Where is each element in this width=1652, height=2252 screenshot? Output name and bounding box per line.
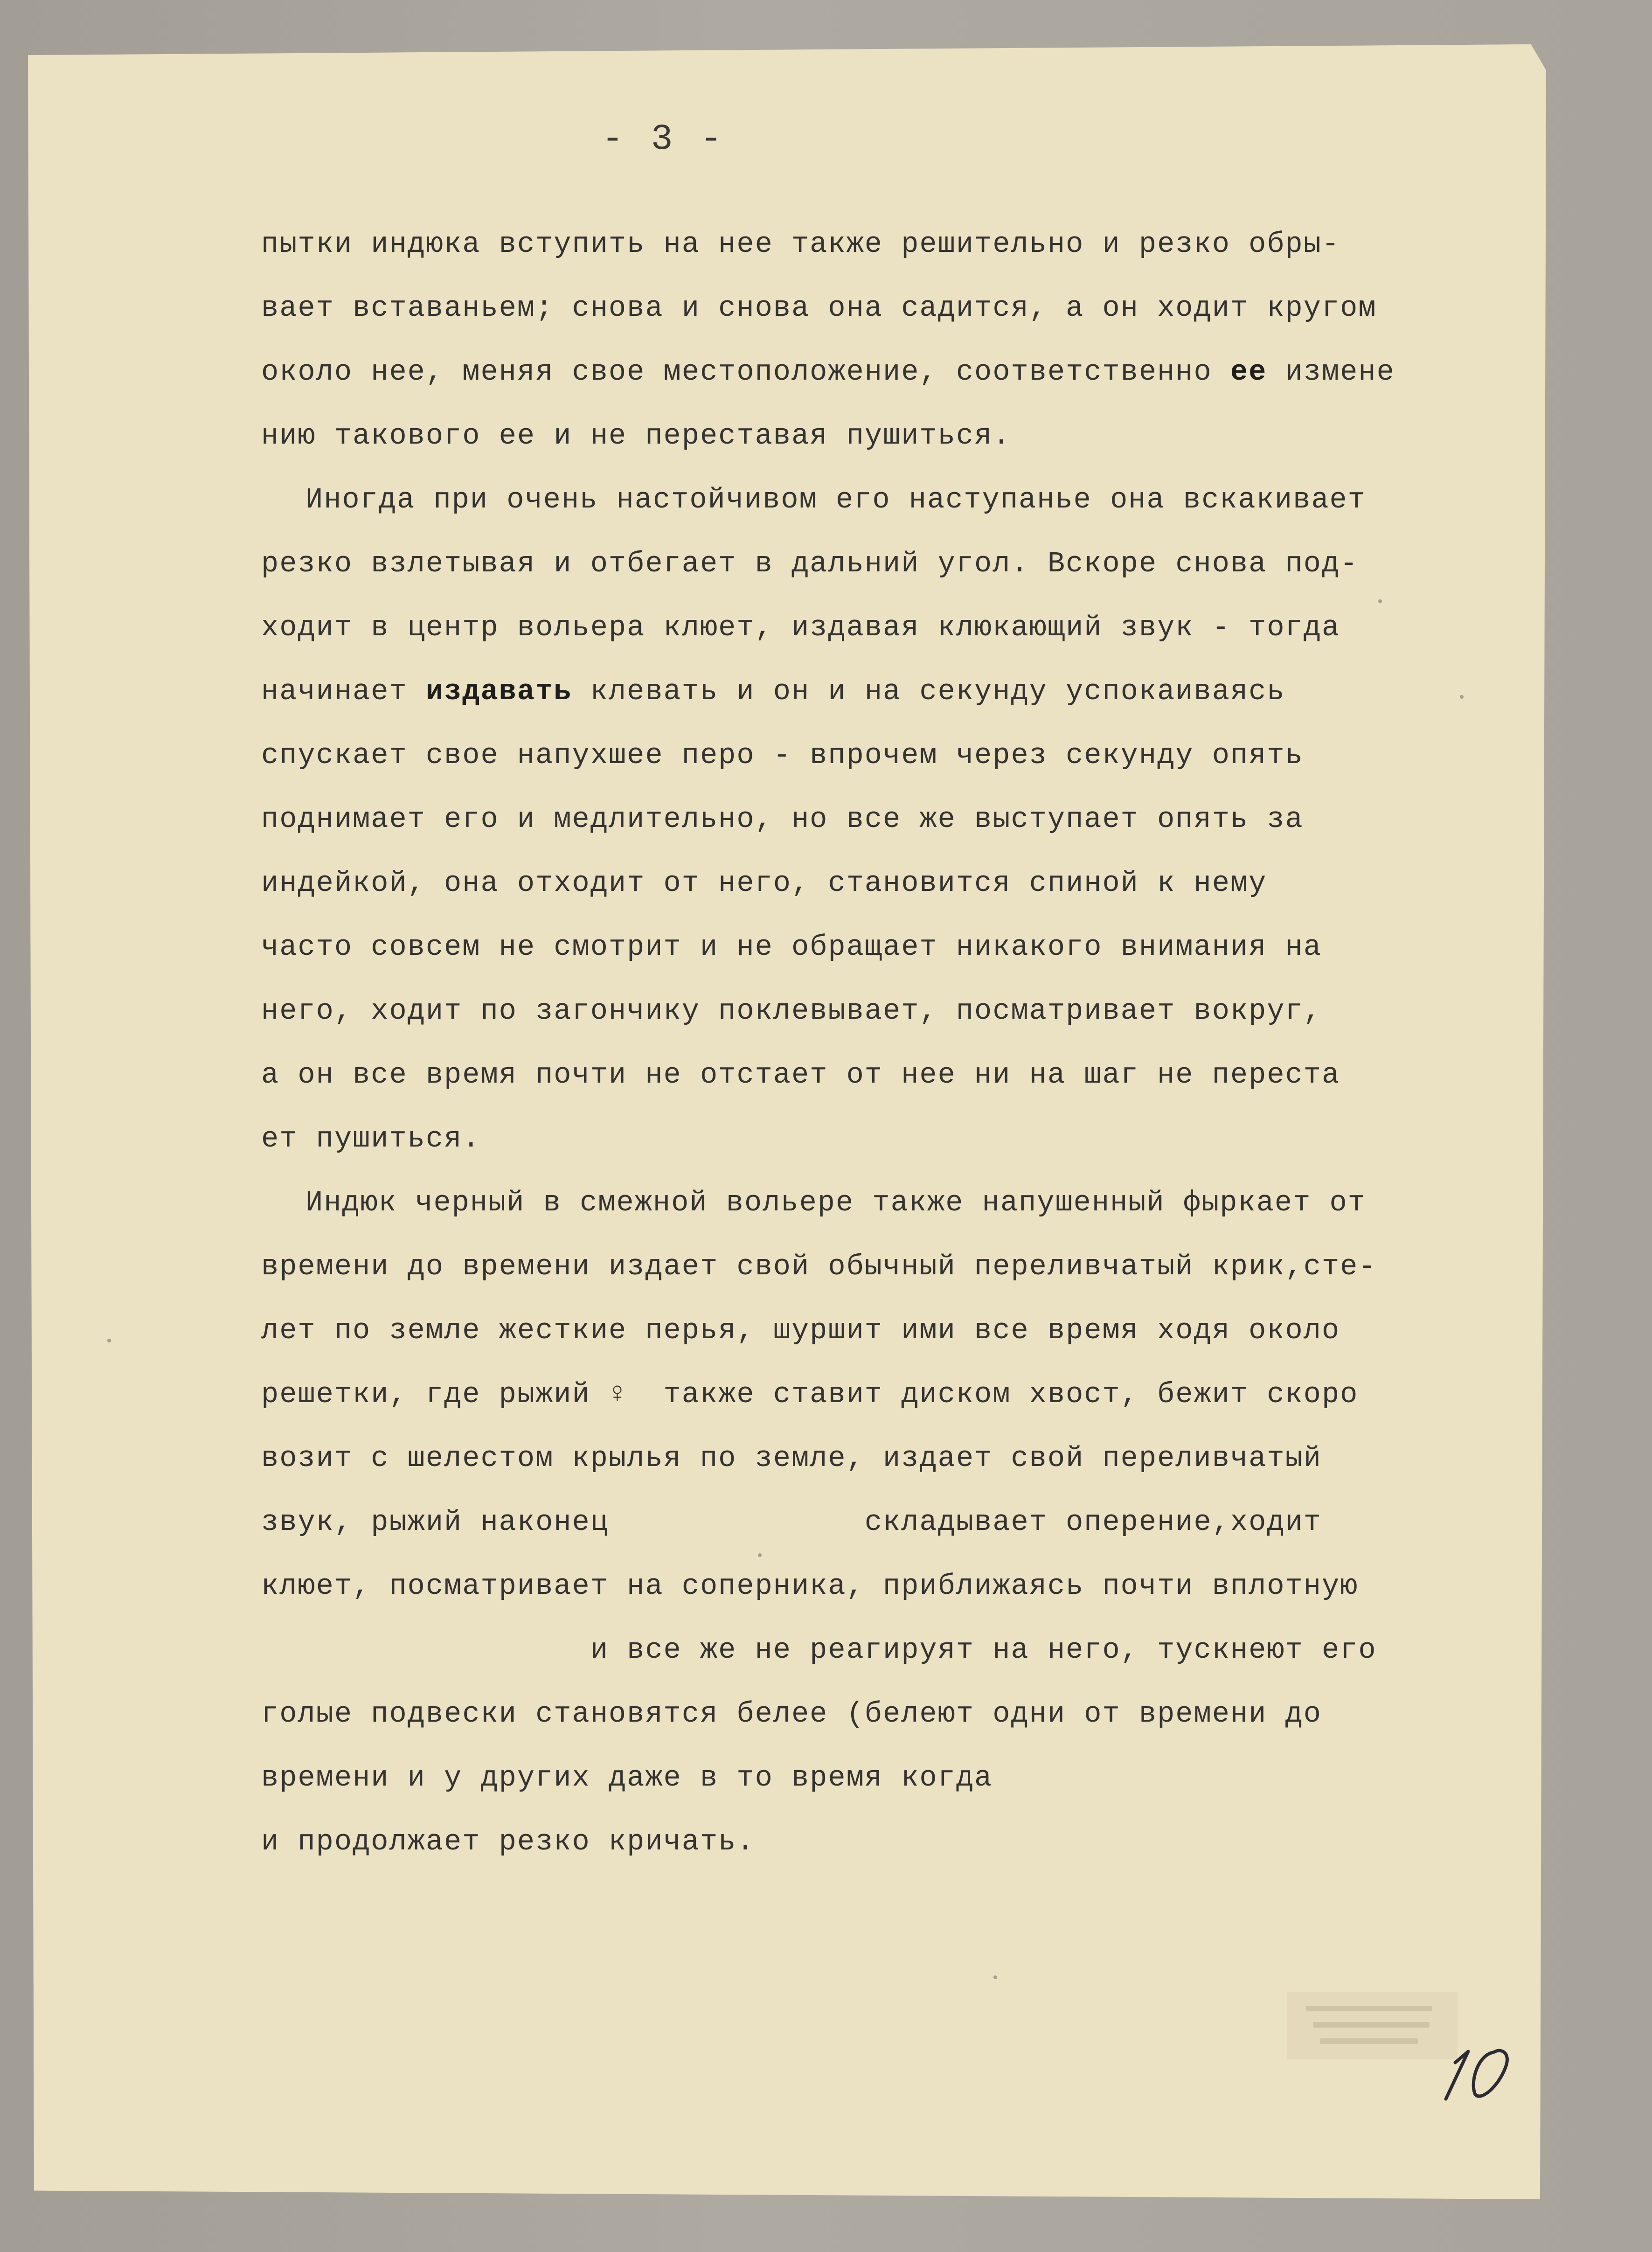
line-segment: резко взлетывая и отбегает в дальний угол. Вскоре снова под- — [261, 547, 1359, 580]
line-segment: пытки индюка вступить на нее также решительно и резко обры- — [261, 228, 1340, 261]
line-segment: индейкой, она отходит от него, становится спиной к нему — [261, 867, 1267, 900]
line-segment: и продолжает резко кричать. — [261, 1825, 755, 1858]
text-line — [261, 723, 1395, 787]
line-segment: него, ходит по загончику поклевывает, посматривает вокруг, — [261, 994, 1322, 1028]
text-line — [261, 1810, 1395, 1874]
text-line — [261, 979, 1395, 1043]
line-segment: лет по земле жесткие перья, шуршит ими все время ходя около — [261, 1314, 1340, 1347]
text-line — [261, 915, 1395, 979]
line-segment: времени и у других даже в то время когда — [261, 1761, 993, 1794]
text-line — [261, 1746, 1395, 1810]
text-line — [261, 1682, 1395, 1746]
line-segment: клюет, посматривает на соперника, приближаясь почти вплотную — [261, 1570, 1359, 1603]
text-line — [261, 276, 1395, 340]
ink-speck — [1378, 599, 1382, 603]
ink-speck — [758, 1553, 762, 1557]
line-segment: возит с шелестом крылья по земле, издает свой переливчатый — [261, 1442, 1322, 1475]
line-segment: голые подвески становятся белее (белеют одни от времени до — [261, 1697, 1322, 1731]
line-segment: нию такового ее и не переставая пушиться. — [261, 419, 1011, 452]
text-line — [261, 1043, 1395, 1107]
text-line — [261, 1426, 1395, 1490]
text-line — [261, 787, 1395, 851]
line-segment: клевать и он и на секунду успокаиваясь — [572, 675, 1285, 708]
struck-word: издавать — [425, 675, 572, 708]
line-segment: и все же не реагируят на него, тускнеют его — [261, 1633, 1377, 1667]
text-line — [261, 1107, 1395, 1171]
text-line — [261, 851, 1395, 915]
struck-word: ее — [1230, 355, 1267, 389]
line-segment: а он все время почти не отстает от нее ни на шаг не переста — [261, 1058, 1340, 1091]
text-line — [305, 1171, 1395, 1235]
ink-speck — [107, 1339, 111, 1342]
line-segment: времени до времени издает свой обычный переливчатый крик,сте- — [261, 1250, 1377, 1283]
line-segment: около нее, меняя свое местоположение, соответственно — [261, 355, 1230, 389]
text-line — [261, 660, 1395, 723]
text-line — [305, 468, 1395, 532]
text-line — [261, 404, 1395, 468]
line-segment: Индюк черный в смежной вольере также напушенный фыркает от — [305, 1186, 1366, 1219]
text-line — [261, 212, 1395, 276]
line-segment: звук, рыжий наконец складывает оперение,ходит — [261, 1506, 1322, 1539]
page-number: - 3 - — [602, 119, 725, 160]
line-segment: Иногда при очень настойчивом его наступанье она вскакивает — [305, 483, 1366, 516]
text-line — [261, 1299, 1395, 1362]
text-line — [261, 1554, 1395, 1618]
text-line — [261, 340, 1395, 404]
line-segment: ет пушиться. — [261, 1122, 481, 1155]
archive-stamp — [1287, 1992, 1458, 2059]
text-line — [261, 1235, 1395, 1299]
line-segment: измене — [1267, 355, 1395, 389]
text-line — [261, 596, 1395, 660]
handwritten-folio-number — [1441, 2043, 1516, 2104]
line-segment: часто совсем не смотрит и не обращает никакого внимания на — [261, 931, 1322, 964]
text-line — [261, 1618, 1395, 1682]
line-segment: вает вставаньем; снова и снова она садится, а он ходит кругом — [261, 292, 1377, 325]
ink-speck — [993, 1975, 997, 1979]
text-line — [261, 1490, 1395, 1554]
line-segment: начинает — [261, 675, 426, 708]
typewritten-text — [261, 212, 1395, 1874]
text-line — [261, 1362, 1395, 1426]
text-line — [261, 532, 1395, 596]
line-segment: ходит в центр вольера клюет, издавая клюкающий звук - тогда — [261, 611, 1340, 644]
line-segment: решетки, где рыжий ♀ также ставит диском хвост, бежит скоро — [261, 1378, 1359, 1411]
line-segment: спускает свое напухшее перо - впрочем через секунду опять — [261, 739, 1304, 772]
ink-speck — [1460, 695, 1464, 699]
line-segment: поднимает его и медлительно, но все же выступает опять за — [261, 803, 1304, 836]
